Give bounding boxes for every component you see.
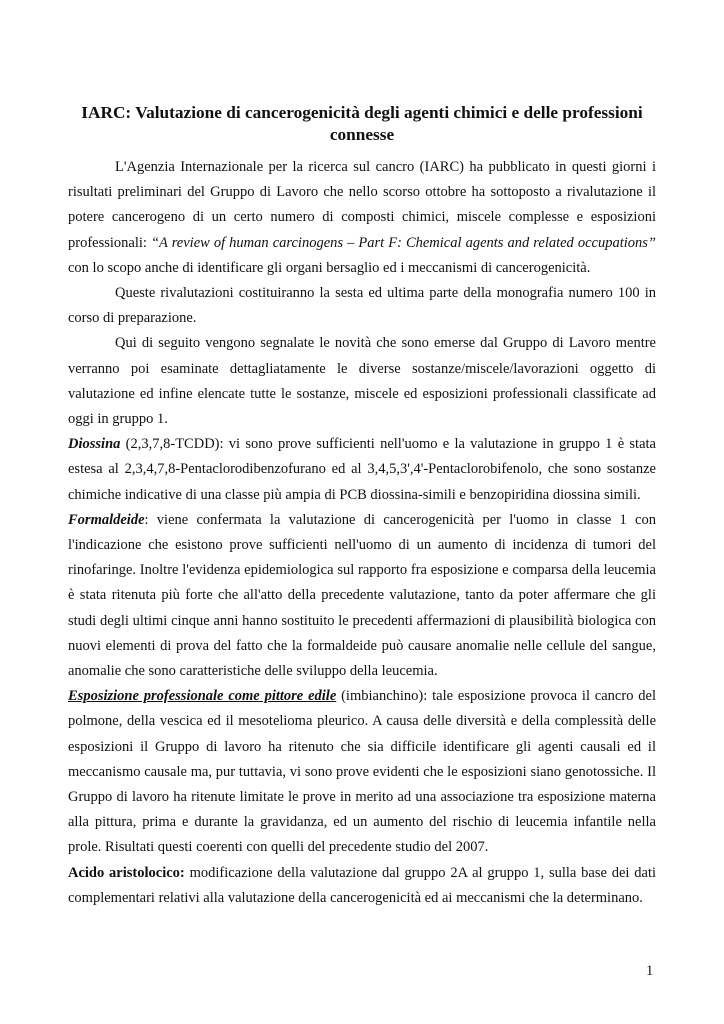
paragraph-novelties: Qui di seguito vengono segnalate le novità che sono emerse dal Gruppo di Lavoro mentre verranno poi esaminate dettagliatamente le diverse sostanze/miscele/lavorazioni oggetto di valutazione ed infine elencate tutte le sostanze, miscele ed esposizioni professionali classificate ad oggi in gruppo 1. <box>68 335 656 428</box>
document-body <box>68 102 656 911</box>
pittore-text: (imbianchino): tale esposizione provoca il cancro del polmone, della vescica ed il mesotelioma pleurico. A causa delle diversità e della complessità delle esposizioni il Gruppo di lavoro ha ritenuto che sia difficile identificare gli agenti causali ed il meccanismo causale ma, pur tuttavia, vi sono prove evidenti che le esposizioni siano genotossiche. Il Gruppo di lavoro ha ritenute limitate le prove in merito ad una associazione tra esposizione materna alla pittura, prima e durante la gravidanza, ed un aumento del rischio di leucemia infantile nella prole. Risultati questi coerenti con quelli del precedente studio del 2007. <box>68 688 657 856</box>
section-diossina <box>68 432 656 508</box>
pittore-term: Esposizione professionale come pittore edile <box>68 688 337 705</box>
diossina-text: (2,3,7,8-TCDD): vi sono prove sufficienti nell'uomo e la valutazione in gruppo 1 è stata estesa al 2,3,4,7,8-Pentaclorodibenzofurano ed al 3,4,5,3',4'-Pentaclorobifenolo, che sono sostanze chimiche indicative di una classe più ampia di PCB diossina-simili e benzopiridina diossina simili. <box>68 436 656 503</box>
formaldeide-text: : viene confermata la valutazione di cancerogenicità per l'uomo in classe 1 con l'indicazione che esistono prove sufficienti nell'uomo di un aumento di incidenza di tumori del rinofaringe. Inoltre l'evidenza epidemiologica sul rapporto fra esposizione e comparsa della leucemia è stata ritenuta più forte che all'atto della precedente valutazione, tanto da poter affermare che gli studi degli ultimi cinque anni hanno sostituito le precedenti affermazioni di plausibilità biologica con nuovi elementi di prova del fatto che la formaldeide può causare anomalie nelle cellule del sangue, anomalie che sono caratteristiche delle sviluppo della leucemia. <box>68 511 656 680</box>
page-number: 1 <box>646 963 654 979</box>
paragraph-monograph: Queste rivalutazioni costituiranno la sesta ed ultima parte della monografia numero 100 in corso di preparazione. <box>68 285 656 327</box>
section-pittore-edile <box>68 684 656 860</box>
intro-paragraph <box>68 155 656 281</box>
diossina-term: Diossina <box>68 436 121 453</box>
section-formaldeide <box>68 508 656 684</box>
acido-text: modificazione della valutazione dal gruppo 2A al gruppo 1, sulla base dei dati complementari relativi alla valutazione della cancerogenicità ed ai meccanismi che la determinano. <box>68 864 656 906</box>
formaldeide-term: Formaldeide <box>68 511 145 528</box>
intro-text-end: con lo scopo anche di identificare gli organi bersaglio ed i meccanismi di cancerogenicità. <box>68 259 591 276</box>
intro-text: L'Agenzia Internazionale per la ricerca sul cancro (IARC) ha pubblicato in questi giorni i risultati preliminari del Gruppo di Lavoro che nello scorso ottobre ha sottoposto a rivalutazione il potere cancerogeno di un certo numero di composti chimici, miscele complesse e esposizioni professionali: <box>68 159 656 251</box>
acido-term: Acido aristolocico: <box>68 864 185 881</box>
section-acido-aristolocico <box>68 861 656 911</box>
review-title: “A review of human carcinogens – Part F: Chemical agents and related occupations” <box>150 234 656 251</box>
document-title: IARC: Valutazione di cancerogenicità degli agenti chimici e delle professioni connesse <box>81 103 643 144</box>
